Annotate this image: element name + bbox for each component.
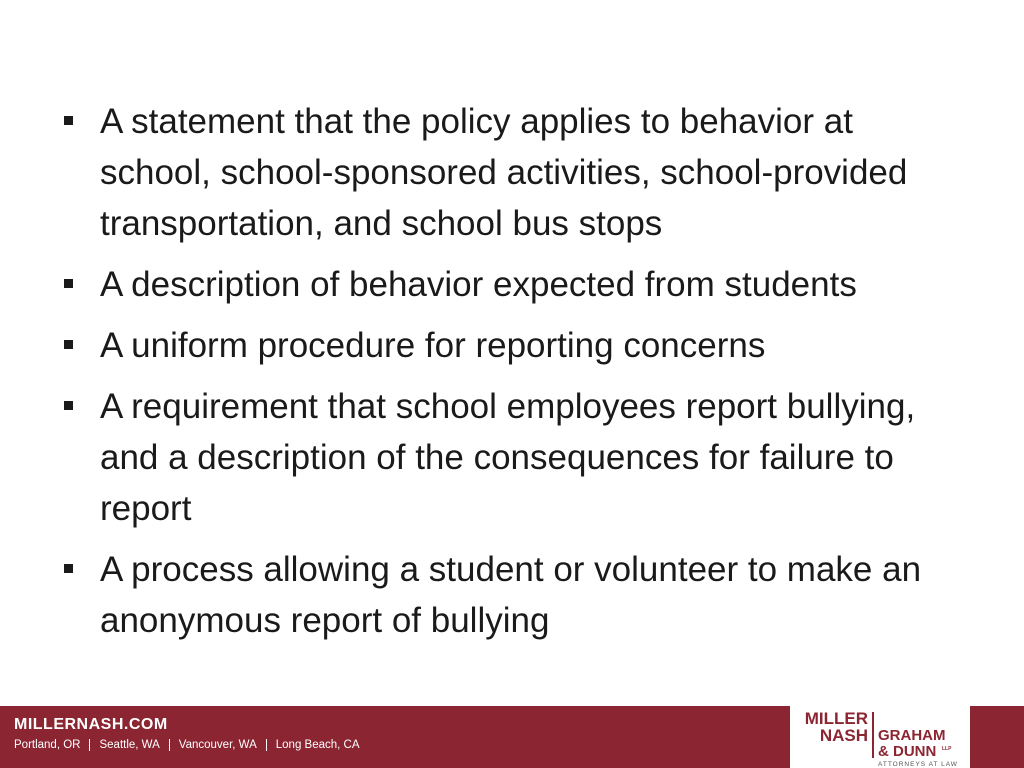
- bullet-text: A requirement that school employees report bullying, and a description of the consequences for failure to report: [100, 387, 916, 528]
- list-item: [60, 544, 970, 646]
- separator: [169, 739, 170, 751]
- list-item: [60, 96, 970, 249]
- location-seattle: Seattle, WA: [99, 739, 160, 751]
- separator: [266, 739, 267, 751]
- list-item: [60, 259, 970, 310]
- bullet-text: A statement that the policy applies to behavior at school, school-sponsored activities, school-provided transportation, and school bus stops: [100, 102, 908, 243]
- footer: [0, 706, 1024, 768]
- square-bullet-icon: [60, 259, 100, 288]
- location-portland: Portland, OR: [14, 739, 81, 751]
- bullet-text: A description of behavior expected from students: [100, 265, 857, 304]
- square-bullet-icon: [60, 544, 100, 573]
- location-long-beach: Long Beach, CA: [275, 739, 360, 751]
- bullet-list: [60, 96, 970, 656]
- bullet-text: A process allowing a student or volunteer to make an anonymous report of bullying: [100, 550, 922, 640]
- square-bullet-icon: [60, 96, 100, 125]
- footer-accent-block: [970, 706, 1024, 768]
- firm-logo: [798, 710, 964, 766]
- bullet-text: A uniform procedure for reporting concerns: [100, 326, 766, 365]
- logo-graham: GRAHAM: [878, 727, 946, 744]
- logo-dunn: & DUNN: [878, 743, 937, 760]
- logo-divider: [872, 712, 874, 758]
- footer-band: [0, 706, 790, 768]
- logo-llp: LLP: [942, 746, 952, 752]
- footer-website: MILLERNASH.COM: [14, 716, 168, 733]
- square-bullet-icon: [60, 381, 100, 410]
- location-vancouver: Vancouver, WA: [178, 739, 257, 751]
- logo-miller: MILLER: [804, 709, 868, 728]
- logo-right: [878, 728, 946, 760]
- square-bullet-icon: [60, 320, 100, 349]
- list-item: [60, 320, 970, 371]
- logo-left: [798, 710, 868, 744]
- footer-locations: [14, 739, 360, 751]
- list-item: [60, 381, 970, 534]
- separator: [89, 739, 90, 751]
- logo-tagline: ATTORNEYS AT LAW: [878, 761, 958, 768]
- logo-nash: NASH: [819, 726, 868, 745]
